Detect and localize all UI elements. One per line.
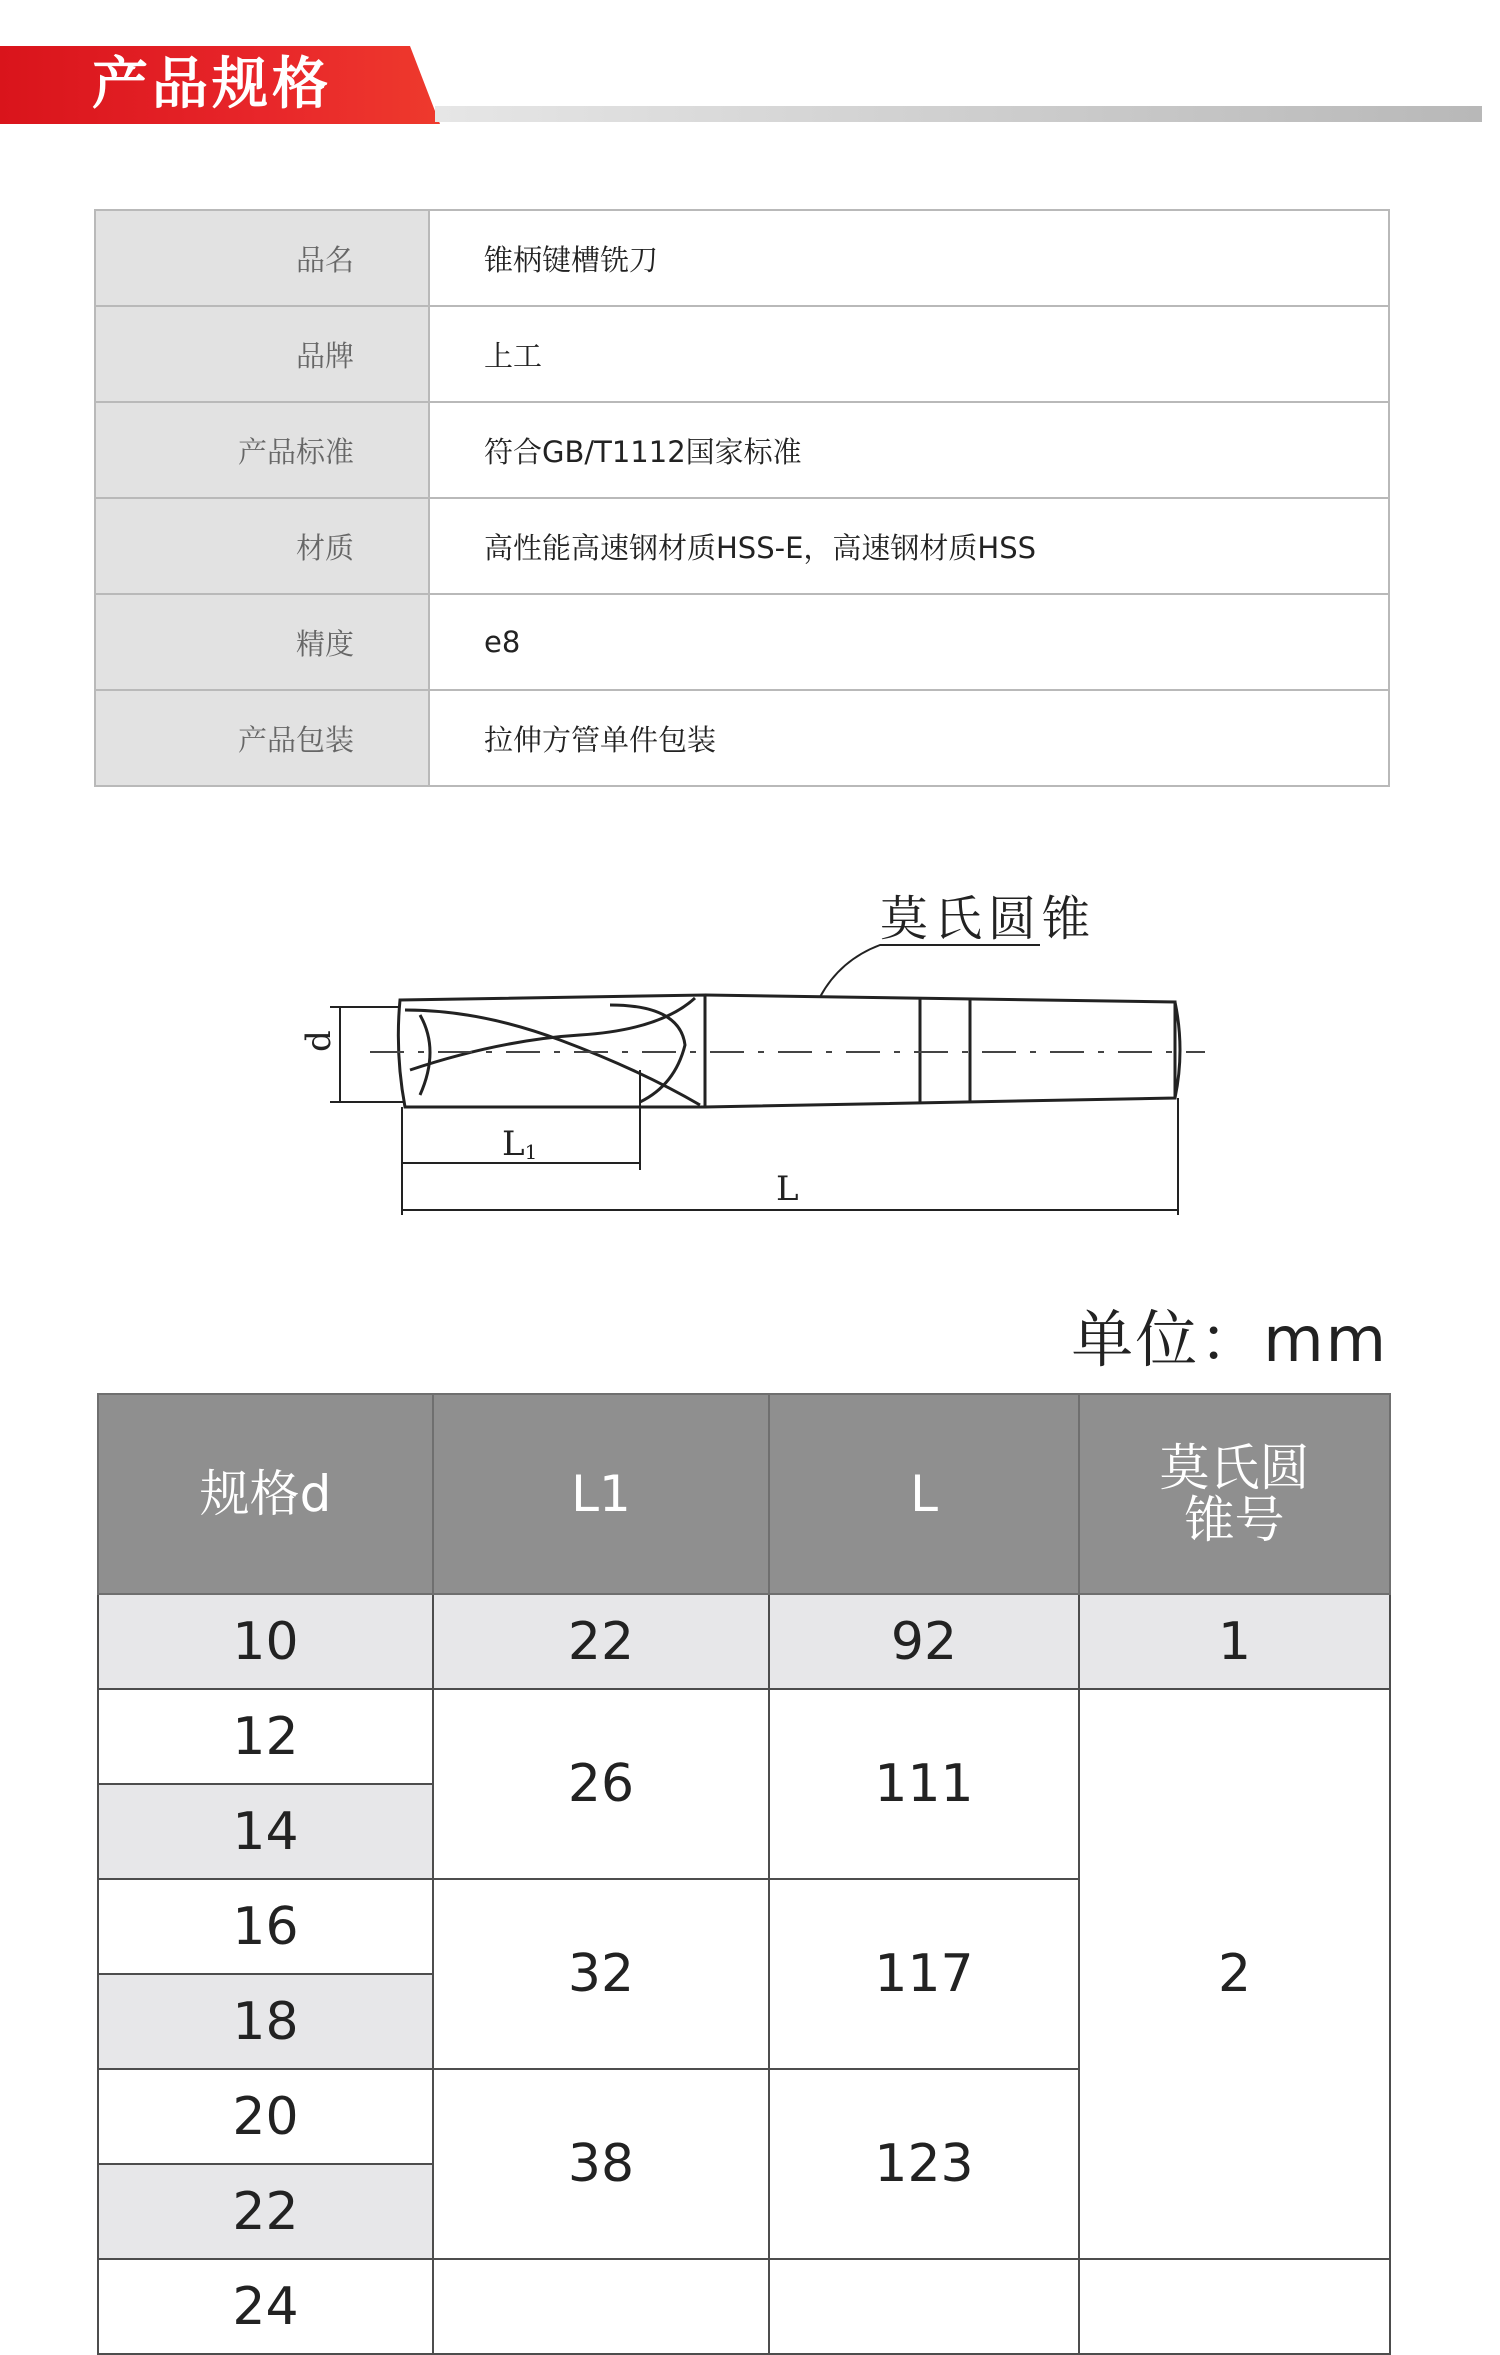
cell-l: 111: [769, 1689, 1079, 1879]
cell-d: 24: [98, 2259, 433, 2354]
header-taper: [1079, 1394, 1390, 1594]
info-row-precision: [95, 594, 1389, 690]
cell-taper: 2: [1079, 1689, 1390, 2259]
info-key: 材质: [95, 498, 429, 594]
info-value: 拉伸方管单件包装: [429, 690, 1389, 786]
l1-label: L1: [502, 1124, 538, 1164]
cell-l: 92: [769, 1594, 1079, 1689]
info-key: 品名: [95, 210, 429, 306]
table-row: [98, 2259, 1390, 2354]
info-value: 符合GB/T1112国家标准: [429, 402, 1389, 498]
info-key: 产品标准: [95, 402, 429, 498]
cell-l: [769, 2259, 1079, 2354]
flute-curve: [610, 1005, 685, 1102]
header-taper-line1: 莫氏圆: [1159, 1438, 1310, 1497]
end-mill-drawing: [280, 870, 1220, 1230]
d-dimension: [330, 1007, 405, 1102]
info-value: 高性能高速钢材质HSS-E，高速钢材质HSS: [429, 498, 1389, 594]
cell-l1: [433, 2259, 769, 2354]
info-row-standard: [95, 402, 1389, 498]
info-row-material: [95, 498, 1389, 594]
cell-d: 12: [98, 1689, 433, 1784]
spec-header-row: [98, 1394, 1390, 1594]
cell-l: 123: [769, 2069, 1079, 2259]
table-row: [98, 1594, 1390, 1689]
info-row-packaging: [95, 690, 1389, 786]
cell-d: 16: [98, 1879, 433, 1974]
product-info-table: [94, 209, 1390, 787]
section-header: [0, 46, 1500, 124]
table-row: [98, 1689, 1390, 1784]
cell-l1: 32: [433, 1879, 769, 2069]
cell-d: 10: [98, 1594, 433, 1689]
cell-l1: 38: [433, 2069, 769, 2259]
taper-label: 莫氏圆锥: [880, 891, 1097, 947]
info-value: e8: [429, 594, 1389, 690]
info-key: 精度: [95, 594, 429, 690]
header-l: L: [769, 1394, 1079, 1594]
header-taper-line2: 锥号: [1184, 1491, 1285, 1549]
cell-d: 20: [98, 2069, 433, 2164]
info-value: 锥柄键槽铣刀: [429, 210, 1389, 306]
taper-leader: [820, 945, 1040, 997]
cell-l: 117: [769, 1879, 1079, 2069]
cell-d: 14: [98, 1784, 433, 1879]
cell-d: 18: [98, 1974, 433, 2069]
cell-l1: 26: [433, 1689, 769, 1879]
header-l1: L1: [433, 1394, 769, 1594]
info-row-brand: [95, 306, 1389, 402]
info-key: 品牌: [95, 306, 429, 402]
section-title: 产品规格: [92, 52, 332, 117]
spec-table: [97, 1393, 1391, 2355]
header-d: 规格d: [98, 1394, 433, 1594]
d-label: d: [299, 1030, 339, 1052]
cell-l1: 22: [433, 1594, 769, 1689]
info-value: 上工: [429, 306, 1389, 402]
info-key: 产品包装: [95, 690, 429, 786]
unit-label: 单位：mm: [1071, 1303, 1388, 1376]
info-row-name: [95, 210, 1389, 306]
flute-tip: [420, 1015, 430, 1095]
l-label: L: [776, 1169, 799, 1209]
header-gray-bar: [435, 106, 1482, 122]
cell-taper: [1079, 2259, 1390, 2354]
cell-d: 22: [98, 2164, 433, 2259]
cell-taper: 1: [1079, 1594, 1390, 1689]
